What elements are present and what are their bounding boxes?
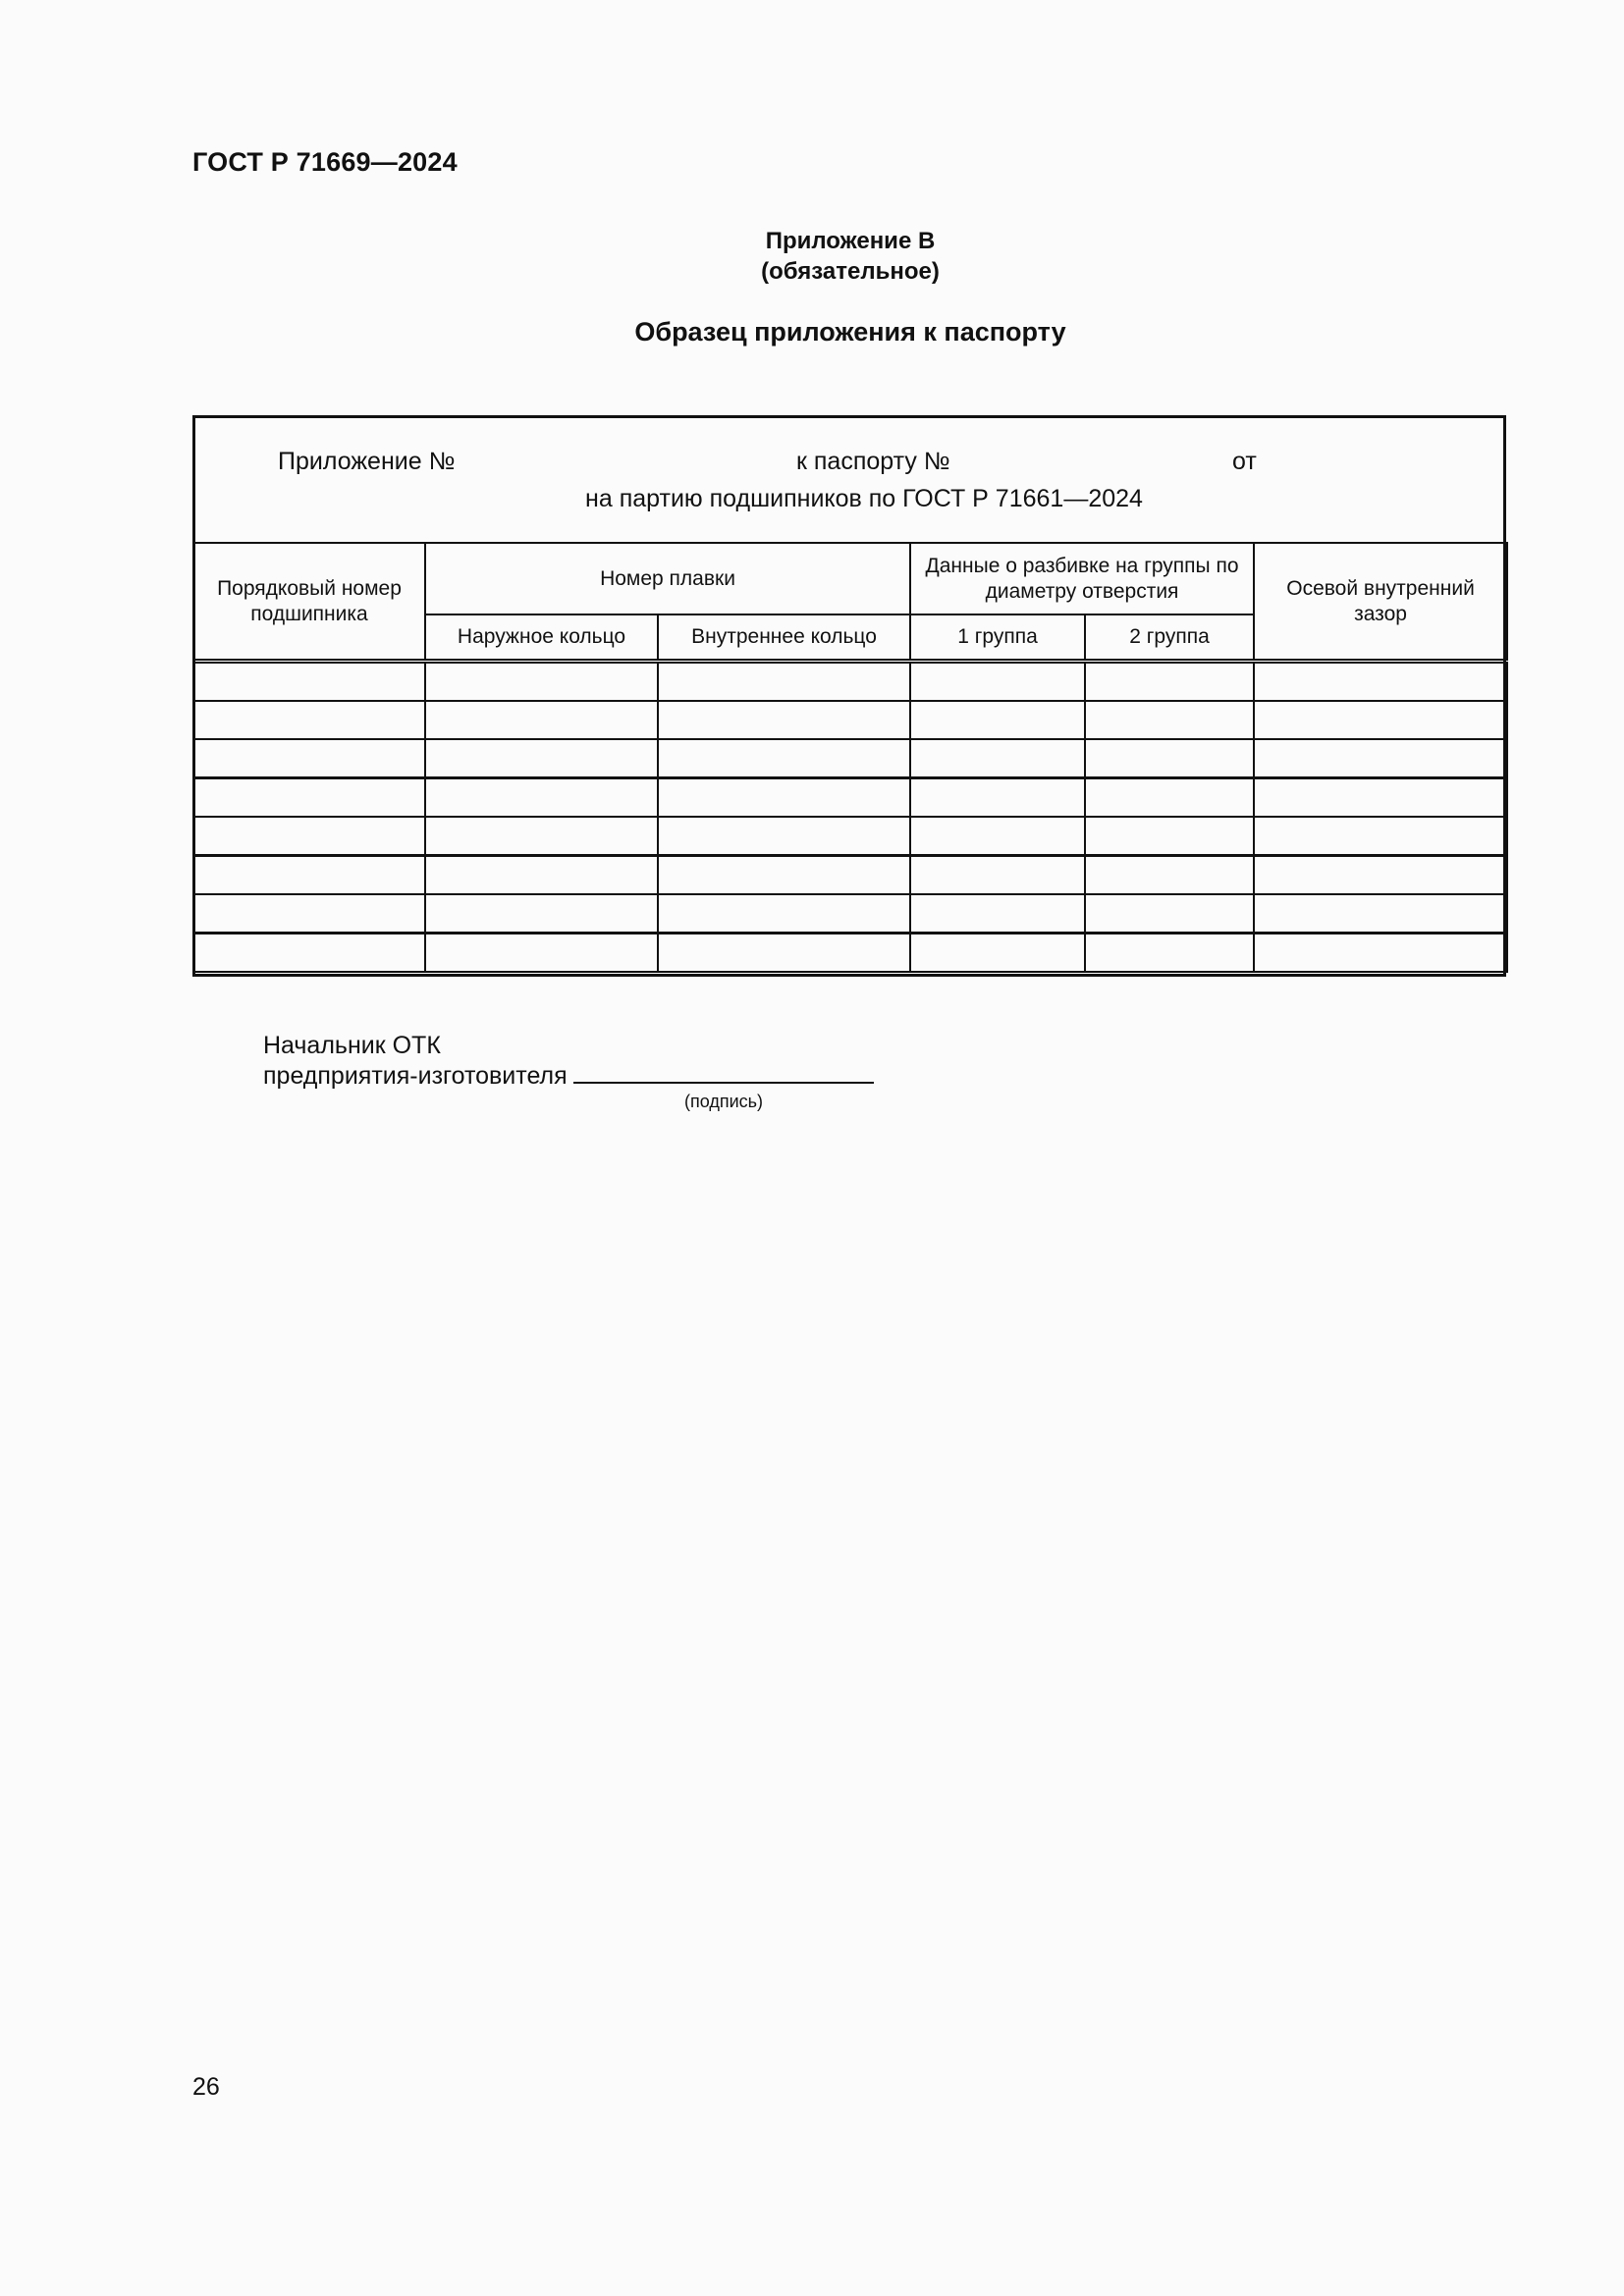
table-cell xyxy=(658,662,910,702)
table-cell xyxy=(425,701,658,739)
annex-heading: Образец приложения к паспорту xyxy=(634,317,1066,347)
col-groups-header: Данные о разбивке на группы по диаметру отверстия xyxy=(910,543,1254,614)
table-cell xyxy=(1254,894,1507,934)
table-cell xyxy=(1085,817,1254,856)
table-cell xyxy=(658,894,910,934)
passport-annex-form xyxy=(192,415,1506,977)
table-cell xyxy=(1085,856,1254,895)
table-cell xyxy=(425,739,658,778)
col-group2-header: 2 группа xyxy=(1085,614,1254,662)
table-cell xyxy=(1254,817,1507,856)
table-cell xyxy=(910,701,1085,739)
table-cell xyxy=(193,739,425,778)
signature-org-line xyxy=(263,1061,874,1092)
form-passport-label: к паспорту № xyxy=(796,448,950,475)
table-cell xyxy=(193,894,425,934)
table-body xyxy=(193,662,1507,973)
table-cell xyxy=(1254,778,1507,818)
table-cell xyxy=(1254,662,1507,702)
bearing-table xyxy=(192,542,1508,973)
table-cell xyxy=(1085,701,1254,739)
table-cell xyxy=(658,739,910,778)
table-cell xyxy=(910,856,1085,895)
table-cell xyxy=(193,701,425,739)
table-cell xyxy=(1254,934,1507,973)
table-cell xyxy=(425,934,658,973)
table-cell xyxy=(425,856,658,895)
table-row xyxy=(193,701,1507,739)
table-cell xyxy=(425,778,658,818)
table-cell xyxy=(1254,739,1507,778)
signature-block xyxy=(263,1031,874,1092)
table-cell xyxy=(658,701,910,739)
table-cell xyxy=(1254,701,1507,739)
form-header xyxy=(195,418,1503,543)
table-row xyxy=(193,894,1507,934)
form-from-label: от xyxy=(1232,448,1257,475)
standard-code: ГОСТ Р 71669—2024 xyxy=(192,147,458,177)
table-cell xyxy=(1085,894,1254,934)
table-cell xyxy=(658,817,910,856)
form-annex-label: Приложение № xyxy=(278,448,456,475)
annex-title: Приложение В xyxy=(765,228,936,254)
table-cell xyxy=(425,894,658,934)
table-cell xyxy=(1085,662,1254,702)
table-cell xyxy=(193,934,425,973)
page-number: 26 xyxy=(192,2073,220,2101)
table-header-row xyxy=(193,543,1507,614)
table-cell xyxy=(1254,856,1507,895)
table-row xyxy=(193,662,1507,702)
table-row xyxy=(193,856,1507,895)
table-cell xyxy=(658,934,910,973)
signature-org: предприятия-изготовителя xyxy=(263,1062,568,1090)
table-row xyxy=(193,778,1507,818)
table-cell xyxy=(658,778,910,818)
table-row xyxy=(193,934,1507,973)
table-cell xyxy=(193,856,425,895)
signature-line xyxy=(573,1062,874,1084)
form-batch-line: на партию подшипников по ГОСТ Р 71661—2024 xyxy=(585,485,1143,512)
table-cell xyxy=(193,778,425,818)
col-melt-inner-header: Внутреннее кольцо xyxy=(658,614,910,662)
table-cell xyxy=(910,778,1085,818)
table-cell xyxy=(425,662,658,702)
annex-status: (обязательное) xyxy=(761,258,940,285)
table-cell xyxy=(1085,778,1254,818)
col-axial-header: Осевой внутренний зазор xyxy=(1254,543,1507,662)
table-cell xyxy=(658,856,910,895)
table-cell xyxy=(425,817,658,856)
table-cell xyxy=(193,817,425,856)
table-cell xyxy=(910,739,1085,778)
col-melt-header: Номер плавки xyxy=(425,543,910,614)
col-serial-header: Порядковый номер подшипника xyxy=(193,543,425,662)
col-melt-outer-header: Наружное кольцо xyxy=(425,614,658,662)
table-cell xyxy=(910,662,1085,702)
table-cell xyxy=(910,934,1085,973)
table-cell xyxy=(910,894,1085,934)
table-row xyxy=(193,817,1507,856)
table-row xyxy=(193,739,1507,778)
table-cell xyxy=(1085,934,1254,973)
table-cell xyxy=(1085,739,1254,778)
signature-caption: (подпись) xyxy=(684,1092,764,1111)
col-group1-header: 1 группа xyxy=(910,614,1085,662)
table-cell xyxy=(193,662,425,702)
annex-title-block xyxy=(0,226,1624,287)
table-cell xyxy=(910,817,1085,856)
signature-title: Начальник ОТК xyxy=(263,1032,441,1059)
